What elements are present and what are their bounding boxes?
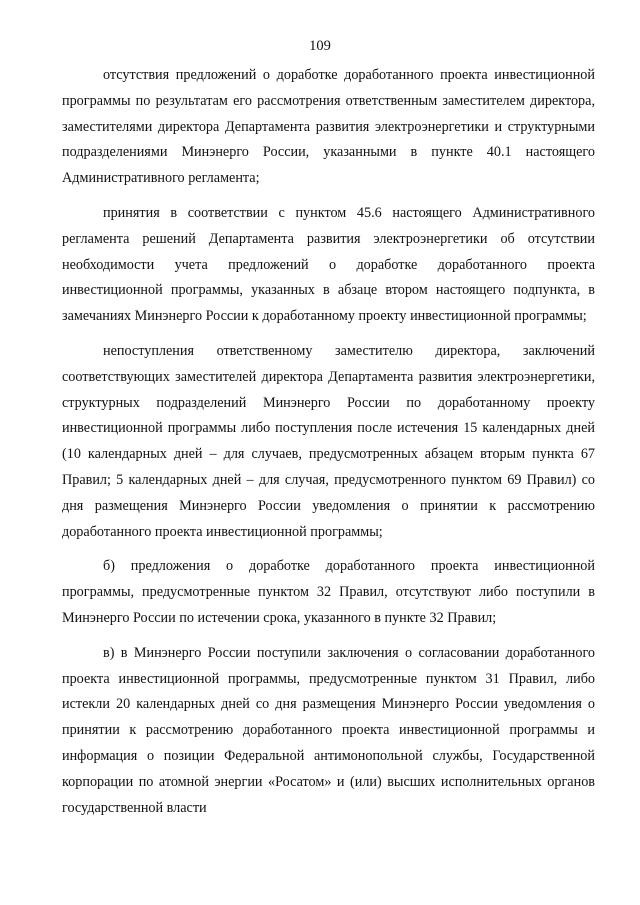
paragraph-non-receipt-of-conclusions: непоступления ответственному заместителю директора, заключений соответствующих заместителей директора Департамента развития электроэнергетики, структурных подразделений Минэнерго России по доработанному проекту инвестиционной программы либо поступления после истечения 15 календарных дней (10 календарных дней – для случаев, предусмотренных абзацем вторым пункта 67 Правил; 5 календарных дней – для случая, предусмотренного пунктом 69 Правил) со дня размещения Минэнерго России уведомления о принятии к рассмотрению доработанного проекта инвестиционной программы; xyxy=(62,342,595,540)
paragraph-subitem-b: б) предложения о доработке доработанного проекта инвестиционной программы, предусмотренные пунктом 32 Правил, отсутствуют либо поступили в Минэнерго России по истечении срока, указанного в пункте 32 Правил; xyxy=(62,558,595,626)
paragraph-adoption-of-decisions: принятия в соответствии с пунктом 45.6 настоящего Административного регламента решений Департамента развития электроэнергетики об отсутствии необходимости учета предложений о доработке доработанного проекта инвестиционной программы, указанных в абзаце втором настоящего подпункта, в замечаниях Минэнерго России к доработанному проекту инвестиционной программы; xyxy=(62,204,595,325)
page-number: 109 xyxy=(309,38,331,54)
document-body xyxy=(62,63,595,821)
paragraph-absence-of-proposals: отсутствия предложений о доработке доработанного проекта инвестиционной программы по результатам его рассмотрения ответственным заместителем директора, заместителями директора Департамента развития электроэнергетики и структурными подразделениями Минэнерго России, указанными в пункте 40.1 настоящего Административного регламента; xyxy=(62,67,595,187)
paragraph-subitem-v: в) в Минэнерго России поступили заключения о согласовании доработанного проекта инвестиционной программы, предусмотренные пунктом 31 Правил, либо истекли 20 календарных дней со дня размещения Минэнерго России уведомления о принятии к рассмотрению доработанного проекта инвестиционной программы и информация о позиции Федеральной антимонопольной службы, Государственной корпорации по атомной энергии «Росатом» и (или) высших исполнительных органов государственной власти xyxy=(62,644,595,816)
